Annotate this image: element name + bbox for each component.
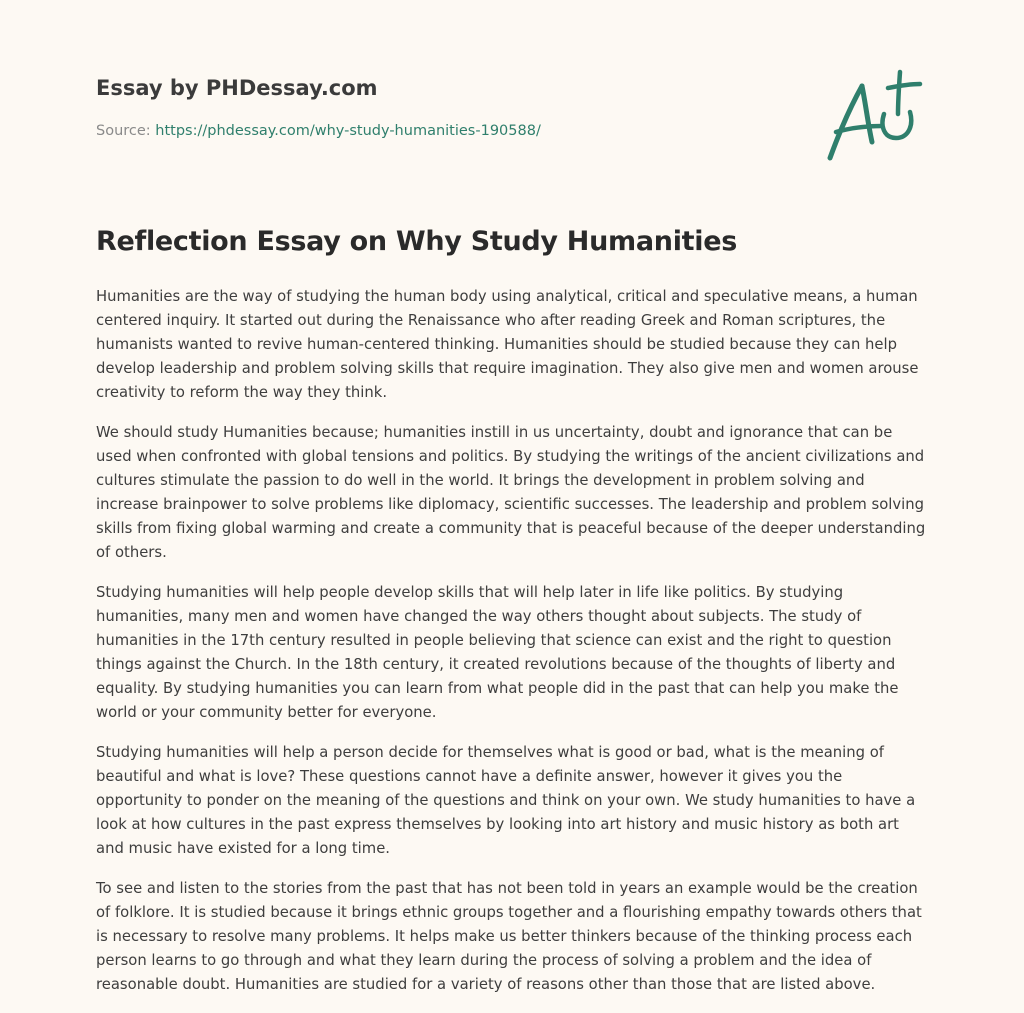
essay-paragraph: We should study Humanities because; humanities instill in us uncertainty, doubt and ignorance that can be used when confronted with global tensions and politics. By studying the writings of the ancient civilizations and cultures stimulate the passion to do well in the world. It brings the development in problem solving and increase brainpower to solve problems like diplomacy, scientific successes. The leadership and problem solving skills from fixing global warming and create a community that is peaceful because of the deeper understanding of others.	[96, 424, 926, 561]
essay-title: Reflection Essay on Why Study Humanities	[96, 226, 737, 257]
site-title: Essay by PHDessay.com	[96, 76, 378, 100]
source-line	[96, 123, 541, 139]
source-link[interactable]: https://phdessay.com/why-study-humanities-190588/	[155, 123, 541, 139]
source-label: Source:	[96, 123, 156, 139]
essay-paragraph: Studying humanities will help a person decide for themselves what is good or bad, what is the meaning of beautiful and what is love? These questions cannot have a definite answer, however it gives you the opportunity to ponder on the meaning of the questions and think on your own. We study humanities to have a look at how cultures in the past express themselves by looking into art history and music history as both art and music have existed for a long time.	[96, 744, 916, 857]
essay-paragraph: Studying humanities will help people develop skills that will help later in life like politics. By studying humanities, many men and women have changed the way others thought about subjects. The study of humanities in the 17th century resulted in people believing that science can exist and the right to question things against the Church. In the 18th century, it created revolutions because of the thoughts of liberty and equality. By studying humanities you can learn from what people did in the past that can help you make the world or your community better for everyone.	[96, 584, 899, 721]
a-plus-grade-icon	[822, 66, 932, 166]
essay-paragraph: To see and listen to the stories from the past that has not been told in years an example would be the creation of folklore. It is studied because it brings ethnic groups together and a flourishing empathy towards others that is necessary to resolve many problems. It helps make us better thinkers because of the thinking process each person learns to go through and what they learn during the process of solving a problem and the idea of reasonable doubt. Humanities are studied for a variety of reasons other than those that are listed above.	[96, 880, 922, 993]
essay-paragraph: Humanities are the way of studying the human body using analytical, critical and speculative means, a human centered inquiry. It started out during the Renaissance who after reading Greek and Roman scriptures, the humanists wanted to revive human-centered thinking. Humanities should be studied because they can help develop leadership and problem solving skills that require imagination. They also give men and women arouse creativity to reform the way they think.	[96, 288, 919, 401]
essay-body	[96, 285, 928, 1013]
